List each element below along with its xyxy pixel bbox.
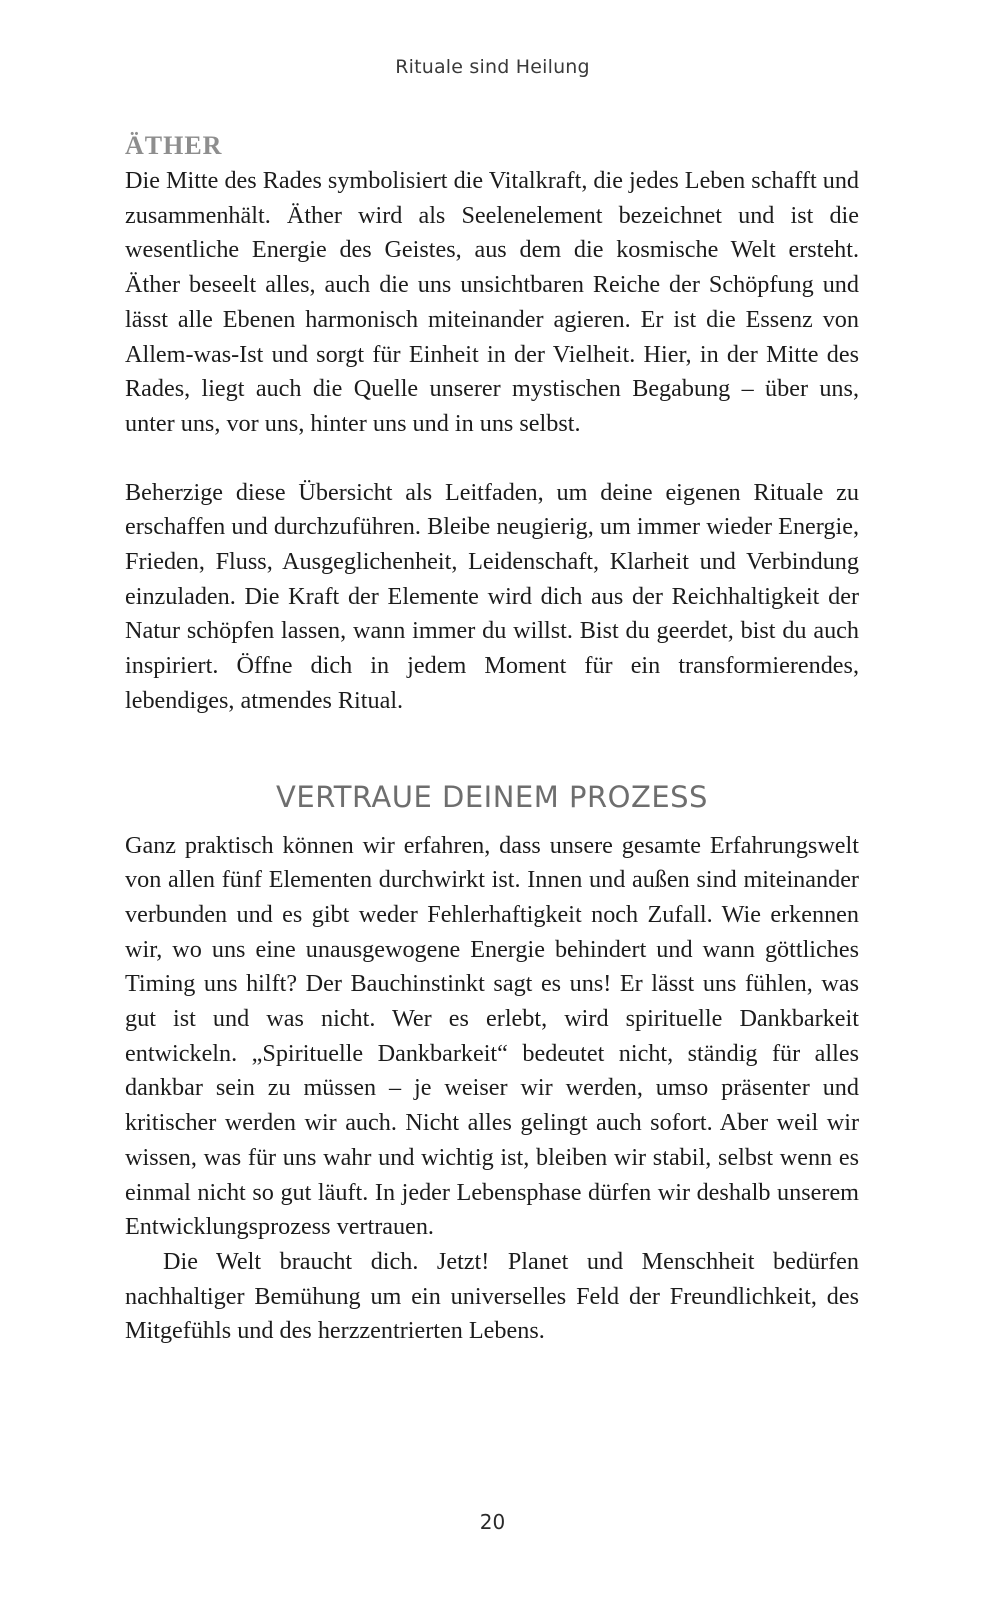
chapter-heading: VERTRAUE DEINEM PROZESS: [276, 779, 708, 814]
running-head: Rituale sind Heilung: [395, 56, 590, 78]
section-heading-aether: ÄTHER: [125, 131, 223, 160]
body-paragraph: Ganz praktisch können wir erfahren, dass unsere gesamte Erfahrungswelt von allen fünf Elementen durchwirkt ist. Innen und außen sind miteinander verbunden und es gibt weder Fehlerhaftigkeit noch Zufall. Wie erkennen wir, wo uns eine unausgewogene Energie behindert und wann göttliches Timing uns hilft? Der Bauchinstinkt sagt es uns! Er lässt uns fühlen, was gut ist und was nicht. Wer es erlebt, wird spirituelle Dankbarkeit entwickeln. „Spirituelle Dankbarkeit“ bedeutet nicht, ständig für alles dankbar sein zu müssen – je weiser wir werden, umso präsenter und kritischer werden wir auch. Nicht alles gelingt auch sofort. Aber weil wir wissen, was für uns wahr und wichtig ist, bleiben wir stabil, selbst wenn es einmal nicht so gut läuft. In jeder Lebensphase dürfen wir deshalb unserem Entwicklungsprozess vertrauen.: [125, 831, 859, 1241]
body-paragraph: Die Mitte des Rades symbolisiert die Vitalkraft, die jedes Leben schafft und zusammenhält. Äther wird als Seelenelement bezeichnet und ist die wesentliche Energie des Geistes, aus dem die kosmische Welt ersteht. Äther beseelt alles, auch die uns unsichtbaren Reiche der Schöpfung und lässt alle Ebenen harmonisch miteinander agieren. Er ist die Essenz von Allem-was-Ist und sorgt für Einheit in der Vielheit. Hier, in der Mitte des Rades, liegt auch die Quelle unserer mystischen Begabung – über uns, unter uns, vor uns, hinter uns und in uns selbst.: [125, 167, 859, 437]
page-content: [125, 128, 859, 1349]
page-number: 20: [479, 1510, 506, 1534]
body-paragraph: Die Welt braucht dich. Jetzt! Planet und Menschheit bedürfen nachhaltiger Bemühung um ein universelles Feld der Freundlichkeit, des Mitgefühls und des herzzentrierten Lebens.: [125, 1247, 859, 1345]
body-paragraph: Beherzige diese Übersicht als Leitfaden, um deine eigenen Rituale zu erschaffen und durchzuführen. Bleibe neugierig, um immer wieder Energie, Frieden, Fluss, Ausgeglichenheit, Leidenschaft, Klarheit und Verbindung einzuladen. Die Kraft der Elemente wird dich aus der Reichhaltigkeit der Natur schöpfen lassen, wann immer du willst. Bist du geerdet, bist du auch inspiriert. Öffne dich in jedem Moment für ein transformierendes, lebendiges, atmendes Ritual.: [125, 478, 859, 714]
